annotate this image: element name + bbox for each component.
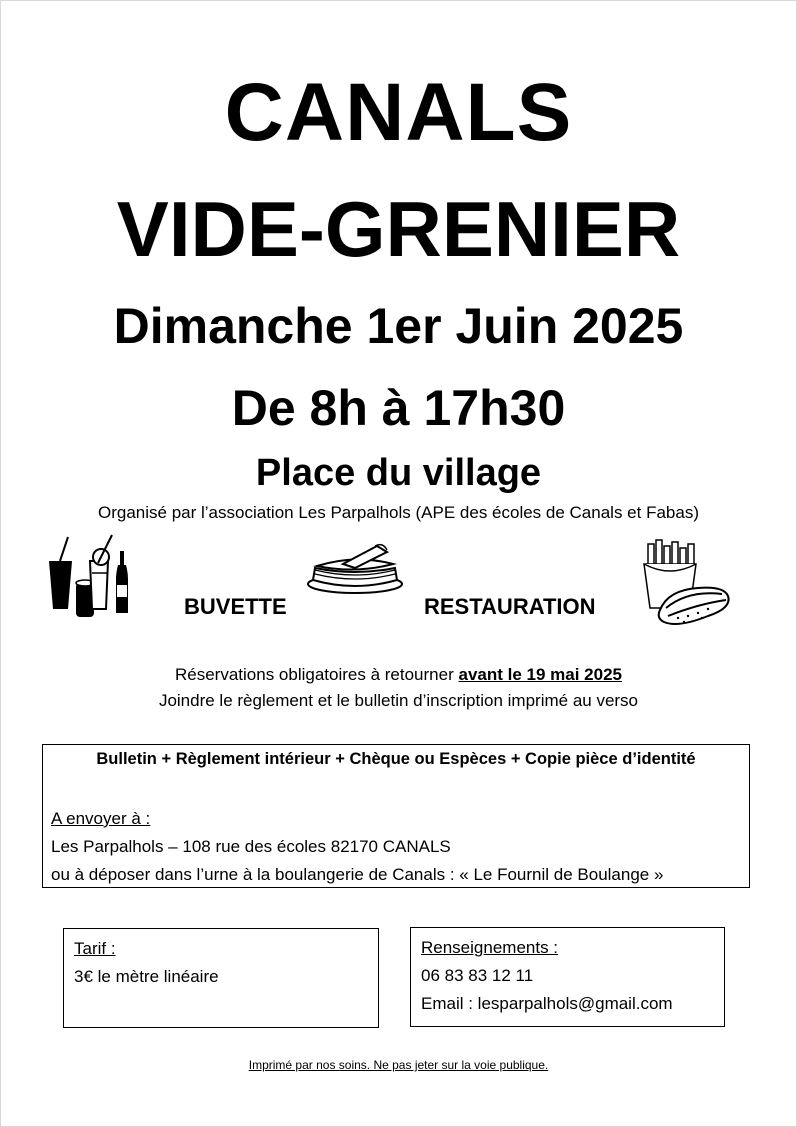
tarif-label: Tarif : (74, 939, 116, 958)
contact-phone: 06 83 83 12 11 (421, 966, 534, 985)
event-date: Dimanche 1er Juin 2025 (113, 298, 684, 354)
crepes-icon (305, 540, 405, 596)
tarif-value: 3€ le mètre linéaire (74, 967, 219, 986)
send-to-label: A envoyer à : (51, 809, 151, 828)
send-dropoff: ou à déposer dans l’urne à la boulangerie de Canals : « Le Fournil de Boulange » (51, 865, 664, 884)
organizer-line: Organisé par l’association Les Parpalhols (APE des écoles de Canals et Fabas) (98, 503, 699, 522)
footer-note: Imprimé par nos soins. Ne pas jeter sur la voie publique. (248, 1058, 549, 1072)
restauration-label: RESTAURATION (424, 594, 596, 619)
send-address: Les Parpalhols – 108 rue des écoles 82170 CANALS (51, 837, 451, 856)
fries-hotdog-icon (638, 538, 733, 632)
title-event: VIDE-GRENIER (116, 185, 681, 273)
send-box-lines (51, 805, 663, 889)
reservation-deadline: avant le 19 mai 2025 (458, 665, 622, 684)
event-place: Place du village (255, 452, 542, 494)
contact-label: Renseignements : (421, 938, 559, 957)
send-box-header: Bulletin + Règlement intérieur + Chèque ou Espèces + Copie pièce d’identité (96, 750, 696, 768)
reservation-instruction: Joindre le règlement et le bulletin d’inscription imprimé au verso (158, 691, 639, 710)
send-box (42, 744, 750, 888)
title-town: CANALS (224, 67, 573, 158)
reservation-line (0, 662, 797, 688)
contact-box (410, 927, 725, 1027)
contact-email: Email : lesparpalhols@gmail.com (421, 994, 673, 1013)
buvette-label: BUVETTE (184, 594, 287, 619)
drinks-icon (46, 533, 136, 618)
reservation-text: Réservations obligatoires à retourner (174, 665, 454, 684)
event-hours: De 8h à 17h30 (231, 380, 566, 436)
tarif-box (63, 928, 379, 1028)
